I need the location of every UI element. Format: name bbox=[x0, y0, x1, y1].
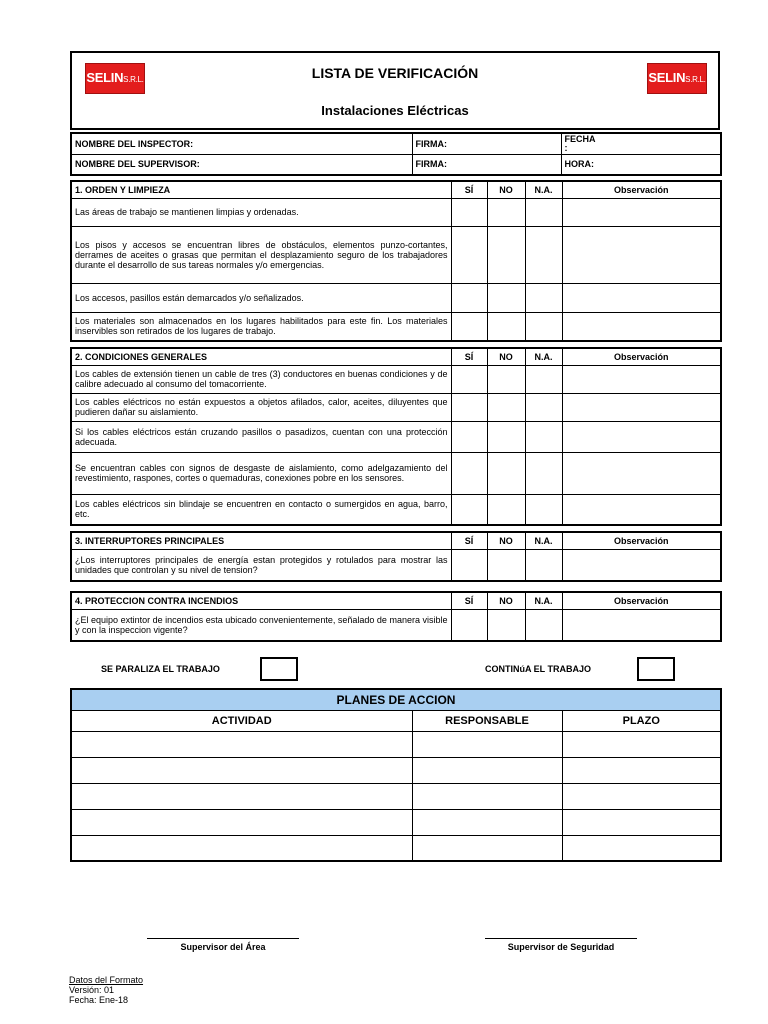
no-checkbox[interactable] bbox=[487, 393, 525, 421]
observation-field[interactable] bbox=[562, 283, 721, 312]
checklist-row bbox=[71, 312, 721, 341]
column-si: SÍ bbox=[451, 181, 487, 198]
responsible-cell[interactable] bbox=[412, 809, 562, 835]
column-no: NO bbox=[487, 532, 525, 549]
format-date: Fecha: Ene-18 bbox=[69, 995, 129, 1005]
column-observacion: Observación bbox=[562, 592, 721, 609]
column-na: N.A. bbox=[525, 348, 562, 365]
no-checkbox[interactable] bbox=[487, 365, 525, 393]
checklist-row bbox=[71, 198, 721, 226]
na-checkbox[interactable] bbox=[525, 198, 562, 226]
no-checkbox[interactable] bbox=[487, 283, 525, 312]
column-observacion: Observación bbox=[562, 532, 721, 549]
observation-field[interactable] bbox=[562, 421, 721, 452]
section-title: 3. INTERRUPTORES PRINCIPALES bbox=[71, 532, 451, 549]
deadline-cell[interactable] bbox=[562, 731, 721, 757]
na-checkbox[interactable] bbox=[525, 393, 562, 421]
si-checkbox[interactable] bbox=[451, 393, 487, 421]
observation-field[interactable] bbox=[562, 494, 721, 525]
inspector-name-field[interactable]: NOMBRE DEL INSPECTOR: bbox=[71, 133, 412, 154]
supervisor-signature-field[interactable]: FIRMA: bbox=[412, 154, 561, 175]
inspection-info-table bbox=[70, 132, 722, 176]
no-checkbox[interactable] bbox=[487, 609, 525, 641]
column-observacion: Observación bbox=[562, 348, 721, 365]
action-plan-row bbox=[71, 757, 721, 783]
checklist-row bbox=[71, 494, 721, 525]
column-observacion: Observación bbox=[562, 181, 721, 198]
company-logo-left: SELINS.R.L. bbox=[85, 63, 145, 94]
document-title: LISTA DE VERIFICACIÓN bbox=[311, 65, 479, 81]
document-header bbox=[70, 51, 720, 130]
inspector-signature-field[interactable]: FIRMA: bbox=[412, 133, 561, 154]
column-deadline: PLAZO bbox=[562, 710, 721, 731]
si-checkbox[interactable] bbox=[451, 609, 487, 641]
checklist-item-text: Los accesos, pasillos están demarcados y/o señalizados. bbox=[71, 283, 451, 312]
si-checkbox[interactable] bbox=[451, 421, 487, 452]
section-interruptores-principales bbox=[70, 531, 722, 582]
checklist-item-text: ¿Los interruptores principales de energía estan protegidos y rotulados para mostrar las unidades que controlan y su nivel de tension? bbox=[71, 549, 451, 581]
si-checkbox[interactable] bbox=[451, 283, 487, 312]
observation-field[interactable] bbox=[562, 393, 721, 421]
no-checkbox[interactable] bbox=[487, 226, 525, 283]
deadline-cell[interactable] bbox=[562, 809, 721, 835]
deadline-cell[interactable] bbox=[562, 835, 721, 861]
checklist-item-text: Los materiales son almacenados en los lugares habilitados para este fin. Los materiales inservibles son retirados de los lugares de trabajo. bbox=[71, 312, 451, 341]
column-si: SÍ bbox=[451, 592, 487, 609]
activity-cell[interactable] bbox=[71, 835, 412, 861]
column-si: SÍ bbox=[451, 532, 487, 549]
column-no: NO bbox=[487, 181, 525, 198]
checklist-row bbox=[71, 283, 721, 312]
format-version: Versión: 01 bbox=[69, 985, 115, 995]
na-checkbox[interactable] bbox=[525, 549, 562, 581]
na-checkbox[interactable] bbox=[525, 494, 562, 525]
continue-work-checkbox[interactable] bbox=[637, 657, 675, 681]
responsible-cell[interactable] bbox=[412, 835, 562, 861]
checklist-item-text: Los cables eléctricos no están expuestos a objetos afilados, calor, aceites, diluyentes que pudieren dañar su aislamiento. bbox=[71, 393, 451, 421]
section-condiciones-generales bbox=[70, 347, 722, 526]
action-plans-table bbox=[70, 688, 722, 862]
deadline-cell[interactable] bbox=[562, 757, 721, 783]
observation-field[interactable] bbox=[562, 452, 721, 494]
column-activity: ACTIVIDAD bbox=[71, 710, 412, 731]
section-proteccion-incendios bbox=[70, 591, 722, 642]
checklist-item-text: Se encuentran cables con signos de desgaste de aislamiento, como adelgazamiento del revestimiento, raspones, cortes o quemaduras, conexiones pobre en los sensores. bbox=[71, 452, 451, 494]
checklist-row bbox=[71, 365, 721, 393]
section-title: 1. ORDEN Y LIMPIEZA bbox=[71, 181, 451, 198]
section-header-row bbox=[71, 348, 721, 365]
no-checkbox[interactable] bbox=[487, 452, 525, 494]
checklist-row bbox=[71, 549, 721, 581]
responsible-cell[interactable] bbox=[412, 783, 562, 809]
checklist-item-text: Las áreas de trabajo se mantienen limpias y ordenadas. bbox=[71, 198, 451, 226]
responsible-cell[interactable] bbox=[412, 731, 562, 757]
no-checkbox[interactable] bbox=[487, 549, 525, 581]
section-header-row bbox=[71, 532, 721, 549]
na-checkbox[interactable] bbox=[525, 312, 562, 341]
na-checkbox[interactable] bbox=[525, 226, 562, 283]
time-field[interactable]: HORA: bbox=[561, 154, 721, 175]
column-na: N.A. bbox=[525, 181, 562, 198]
si-checkbox[interactable] bbox=[451, 452, 487, 494]
si-checkbox[interactable] bbox=[451, 226, 487, 283]
action-plan-row bbox=[71, 783, 721, 809]
area-supervisor-signature-line[interactable] bbox=[147, 938, 299, 939]
company-logo-right: SELINS.R.L. bbox=[647, 63, 707, 94]
section-header-row bbox=[71, 181, 721, 198]
si-checkbox[interactable] bbox=[451, 549, 487, 581]
si-checkbox[interactable] bbox=[451, 365, 487, 393]
section-title: 4. PROTECCION CONTRA INCENDIOS bbox=[71, 592, 451, 609]
activity-cell[interactable] bbox=[71, 809, 412, 835]
column-na: N.A. bbox=[525, 532, 562, 549]
checklist-item-text: Si los cables eléctricos están cruzando pasillos o pasadizos, cuentan con una protección adecuada. bbox=[71, 421, 451, 452]
checklist-row bbox=[71, 393, 721, 421]
no-checkbox[interactable] bbox=[487, 494, 525, 525]
observation-field[interactable] bbox=[562, 365, 721, 393]
observation-field[interactable] bbox=[562, 549, 721, 581]
safety-supervisor-signature-line[interactable] bbox=[485, 938, 637, 939]
section-header-row bbox=[71, 592, 721, 609]
area-supervisor-label: Supervisor del Área bbox=[180, 942, 266, 952]
date-field[interactable]: FECHA : bbox=[561, 133, 721, 154]
checklist-row bbox=[71, 421, 721, 452]
action-plan-row bbox=[71, 835, 721, 861]
activity-cell[interactable] bbox=[71, 757, 412, 783]
document-subtitle: Instalaciones Eléctricas bbox=[321, 103, 469, 118]
column-no: NO bbox=[487, 348, 525, 365]
checklist-item-text: Los pisos y accesos se encuentran libres de obstáculos, elementos punzo-cortantes, derrames de aceites o grasas que permitan el desplazamiento seguro de los trabajadores durante el desarrollo de sus tareas normales y/o emergencias. bbox=[71, 226, 451, 283]
section-title: 2. CONDICIONES GENERALES bbox=[71, 348, 451, 365]
continue-work-label: CONTINúA EL TRABAJO bbox=[485, 664, 592, 674]
format-info bbox=[69, 975, 143, 1005]
activity-cell[interactable] bbox=[71, 731, 412, 757]
na-checkbox[interactable] bbox=[525, 452, 562, 494]
observation-field[interactable] bbox=[562, 198, 721, 226]
checklist-item-text: Los cables eléctricos sin blindaje se encuentren en contacto o sumergidos en agua, barro, etc. bbox=[71, 494, 451, 525]
column-responsible: RESPONSABLE bbox=[412, 710, 562, 731]
observation-field[interactable] bbox=[562, 312, 721, 341]
action-plans-title: PLANES DE ACCION bbox=[71, 689, 721, 710]
no-checkbox[interactable] bbox=[487, 421, 525, 452]
column-si: SÍ bbox=[451, 348, 487, 365]
action-plan-row bbox=[71, 809, 721, 835]
format-info-title: Datos del Formato bbox=[69, 975, 144, 985]
activity-cell[interactable] bbox=[71, 783, 412, 809]
column-na: N.A. bbox=[525, 592, 562, 609]
responsible-cell[interactable] bbox=[412, 757, 562, 783]
si-checkbox[interactable] bbox=[451, 198, 487, 226]
checklist-item-text: Los cables de extensión tienen un cable de tres (3) conductores en buenas condiciones y de calibre adecuado al consumo del tomacorriente. bbox=[71, 365, 451, 393]
section-orden-limpieza bbox=[70, 180, 722, 342]
checklist-row bbox=[71, 609, 721, 641]
si-checkbox[interactable] bbox=[451, 312, 487, 341]
action-plan-row bbox=[71, 731, 721, 757]
checklist-item-text: ¿El equipo extintor de incendios esta ubicado convenientemente, señalado de manera visible y con la inspeccion vigente? bbox=[71, 609, 451, 641]
deadline-cell[interactable] bbox=[562, 783, 721, 809]
observation-field[interactable] bbox=[562, 609, 721, 641]
no-checkbox[interactable] bbox=[487, 312, 525, 341]
na-checkbox[interactable] bbox=[525, 283, 562, 312]
na-checkbox[interactable] bbox=[525, 365, 562, 393]
si-checkbox[interactable] bbox=[451, 494, 487, 525]
checklist-row bbox=[71, 226, 721, 283]
no-checkbox[interactable] bbox=[487, 198, 525, 226]
observation-field[interactable] bbox=[562, 226, 721, 283]
na-checkbox[interactable] bbox=[525, 421, 562, 452]
supervisor-name-field[interactable]: NOMBRE DEL SUPERVISOR: bbox=[71, 154, 412, 175]
checklist-row bbox=[71, 452, 721, 494]
safety-supervisor-label: Supervisor de Seguridad bbox=[507, 942, 615, 952]
na-checkbox[interactable] bbox=[525, 609, 562, 641]
stop-work-label: SE PARALIZA EL TRABAJO bbox=[101, 664, 220, 674]
column-no: NO bbox=[487, 592, 525, 609]
stop-work-checkbox[interactable] bbox=[260, 657, 298, 681]
